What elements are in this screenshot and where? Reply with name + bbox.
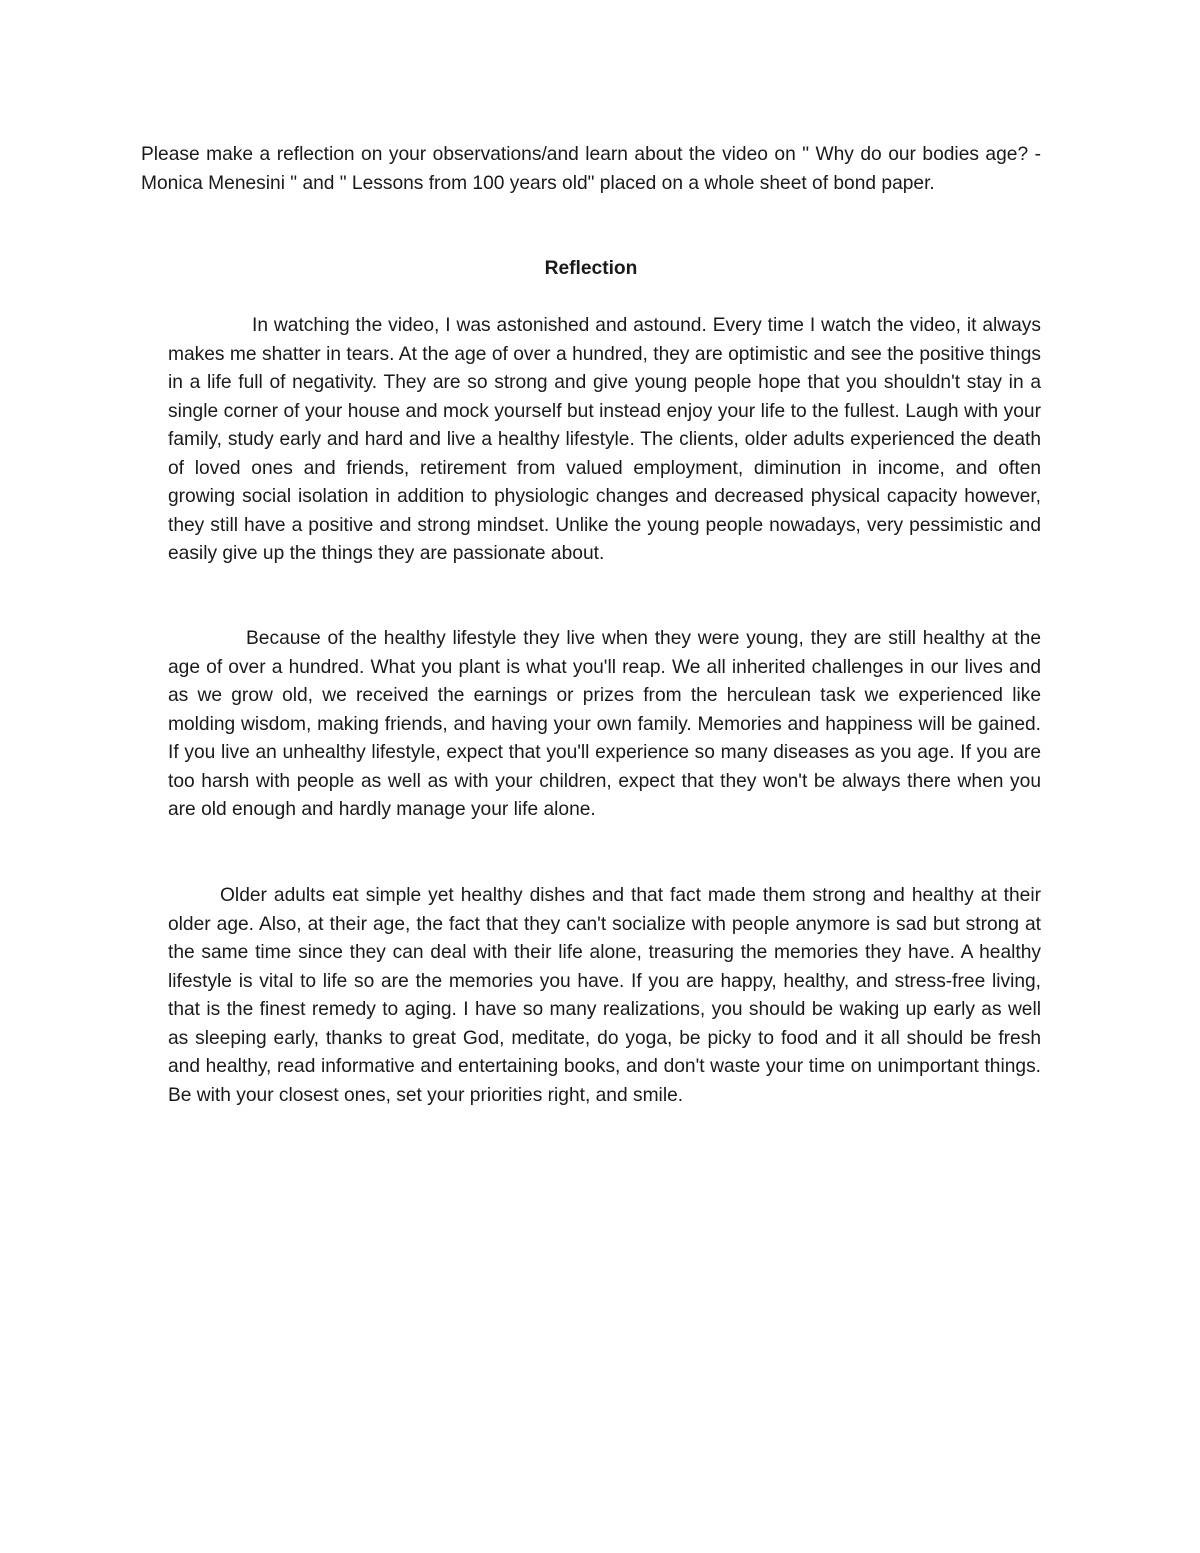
reflection-paragraph-1: In watching the video, I was astonished and astound. Every time I watch the video, it always makes me shatter in tears. At the age of over a hundred, they are optimistic and see the positive things in a life full of negativity. They are so strong and give young people hope that you shouldn't stay in a single corner of your house and mock yourself but instead enjoy your life to the fullest. Laugh with your family, study early and hard and live a healthy lifestyle. The clients, older adults experienced the death of loved ones and friends, retirement from valued employment, diminution in income, and often growing social isolation in addition to physiologic changes and decreased physical capacity however, they still have a positive and strong mindset. Unlike the young people nowadays, very pessimistic and easily give up the things they are passionate about. <box>168 315 1041 564</box>
reflection-heading: Reflection <box>544 258 638 279</box>
reflection-paragraph-2: Because of the healthy lifestyle they live when they were young, they are still healthy at the age of over a hundred. What you plant is what you'll reap. We all inherited challenges in our lives and as we grow old, we received the earnings or prizes from the herculean task we experienced like molding wisdom, making friends, and having your own family. Memories and happiness will be gained. If you live an unhealthy lifestyle, expect that you'll experience so many diseases as you age. If you are too harsh with people as well as with your children, expect that they won't be always there when you are old enough and hardly manage your life alone. <box>168 628 1041 820</box>
reflection-paragraph-3: Older adults eat simple yet healthy dishes and that fact made them strong and healthy at their older age. Also, at their age, the fact that they can't socialize with people anymore is sad but strong at the same time since they can deal with their life alone, treasuring the memories they have. A healthy lifestyle is vital to life so are the memories you have. If you are happy, healthy, and stress-free living, that is the finest remedy to aging. I have so many realizations, you should be waking up early as well as sleeping early, thanks to great God, meditate, do yoga, be picky to food and it all should be fresh and healthy, read informative and entertaining books, and don't waste your time on unimportant things. Be with your closest ones, set your priorities right, and smile. <box>168 885 1041 1106</box>
assignment-prompt: Please make a reflection on your observations/and learn about the video on " Why do our bodies age? - Monica Menesini " and " Lessons from 100 years old" placed on a whole sheet of bond paper. <box>141 144 1041 194</box>
